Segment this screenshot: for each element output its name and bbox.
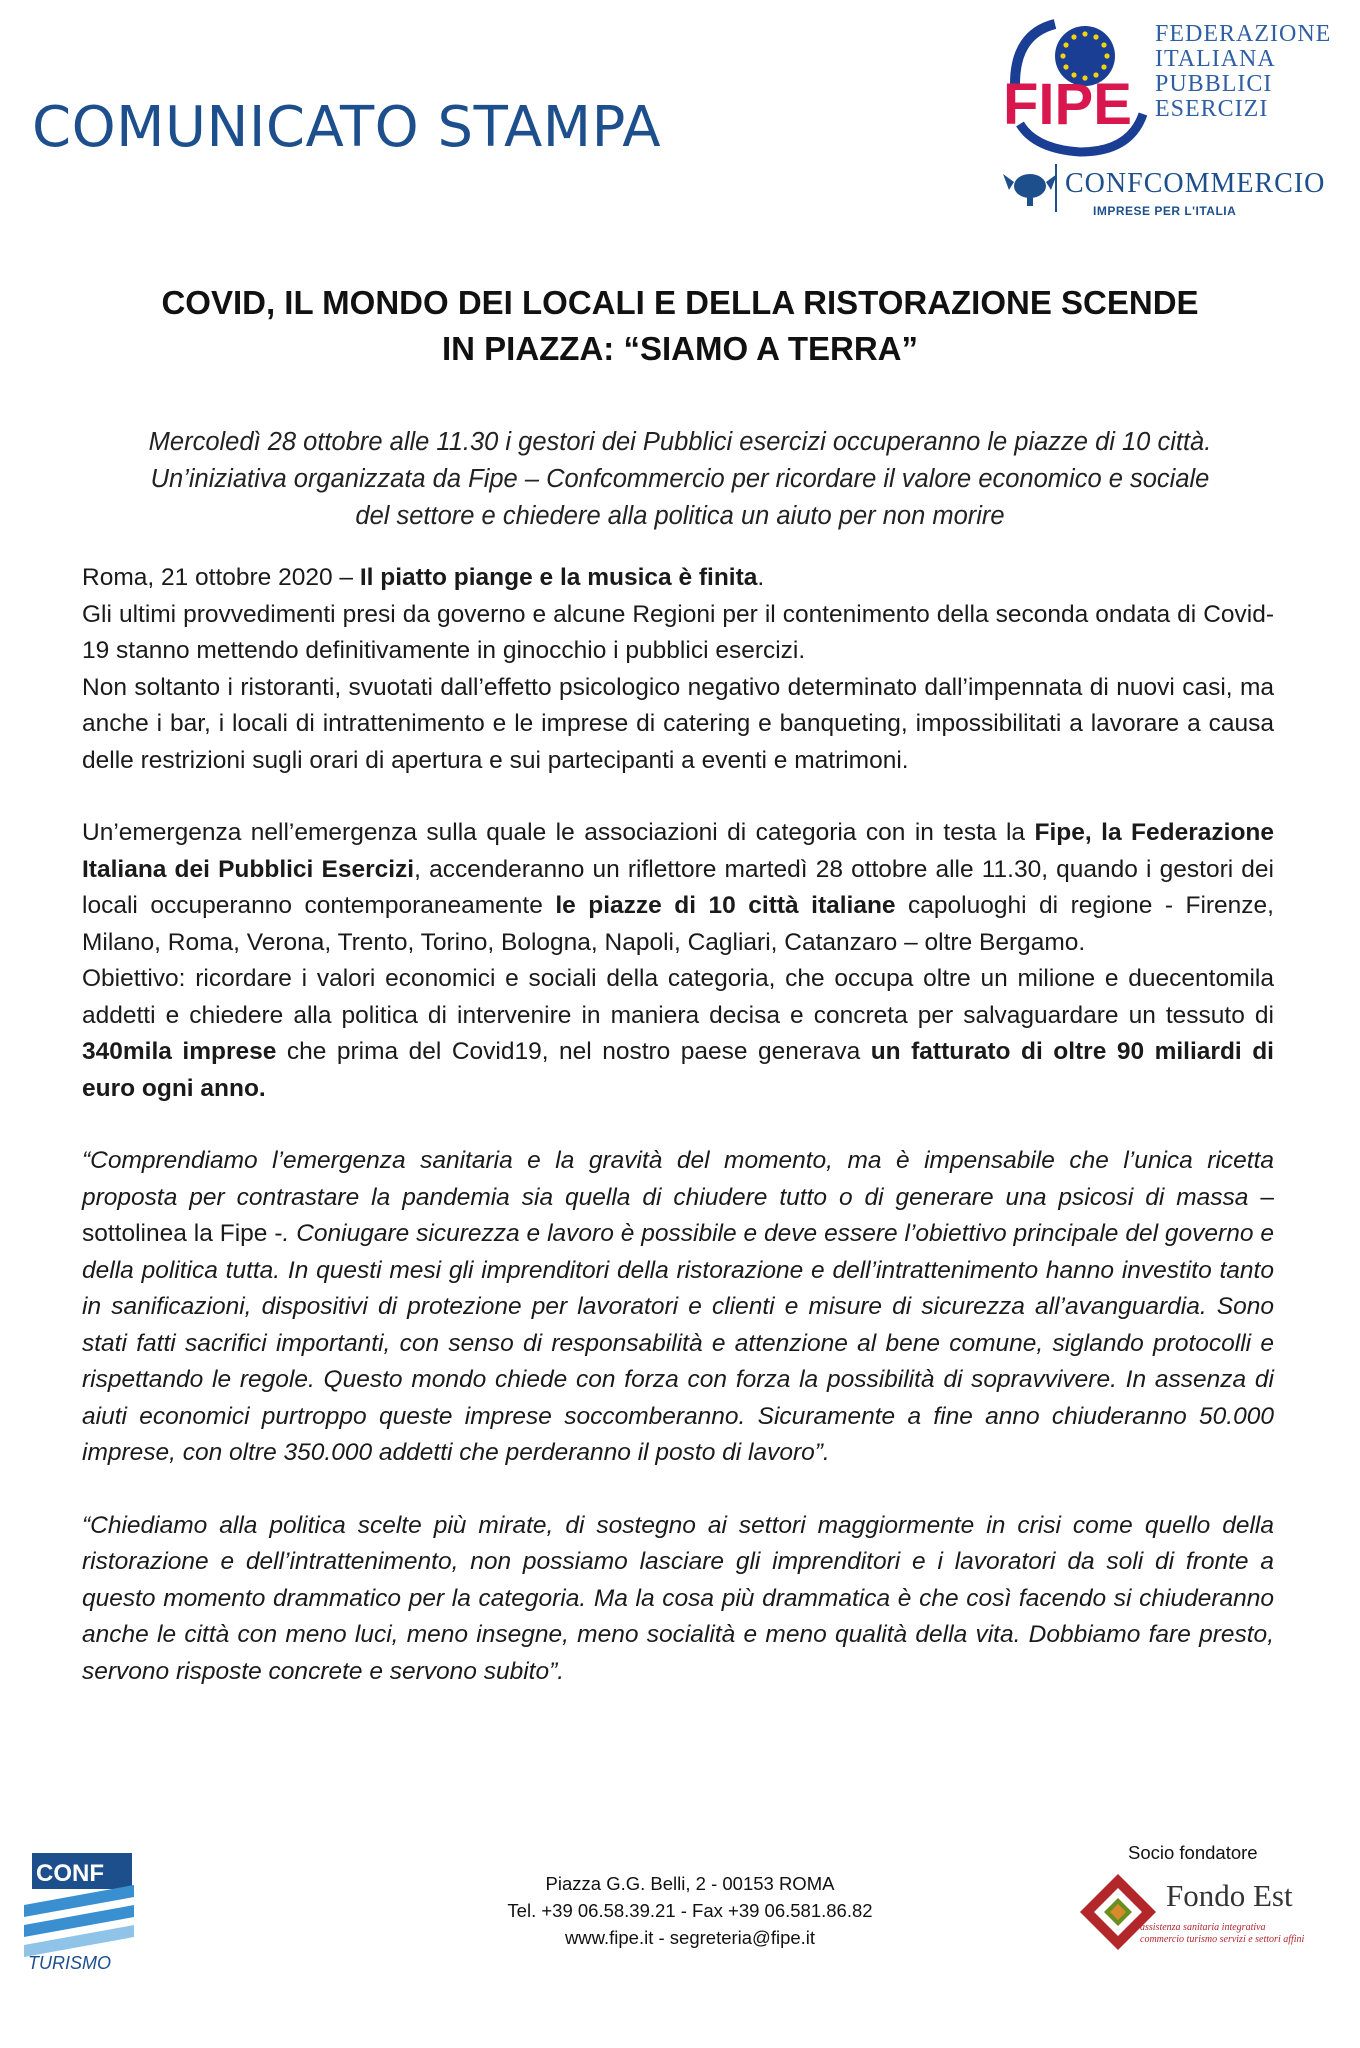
subtitle: Mercoledì 28 ottobre alle 11.30 i gestori dei Pubblici esercizi occuperanno le piazze di 10 città. Un’iniziativa organizzata da Fipe – Confcommercio per ricordare il valore economico e sociale del settore e chiedere alla politica un aiuto per non morire [148, 428, 1212, 530]
confturismo-icon [14, 1845, 144, 1975]
svg-text:TURISMO: TURISMO [28, 1953, 111, 1973]
headline [90, 280, 1270, 372]
fipe-confcommercio-logo [995, 14, 1345, 219]
headline-line-1: COVID, IL MONDO DEI LOCALI E DELLA RISTORAZIONE SCENDE [161, 284, 1199, 321]
document-title: COMUNICATO STAMPA [32, 95, 662, 160]
paragraph-intro: Roma, 21 ottobre 2020 – Il piatto piange e la musica è finita. Gli ultimi provvedimenti presi da governo e alcune Regioni per il contenimento della seconda ondata di Covid-19 stanno mettendo definitivamente in ginocchio i pubblici esercizi. Non soltanto i ristoranti, svuotati dall’effetto psicologico negativo determinato dall’impennata di nuovi casi, ma anche i bar, i locali di intrattenimento e le imprese di catering e banqueting, impossibilitati a lavorare a causa delle restrizioni sugli orari di apertura e sui partecipanti a eventi e matrimoni. [82, 564, 1274, 774]
article-body [82, 560, 1274, 1690]
confcommercio-tagline: IMPRESE PER L'ITALIA [1093, 204, 1237, 218]
confturismo-logo [14, 1845, 144, 1975]
contact-block [450, 1870, 930, 1951]
headline-line-2: IN PIAZZA: “SIAMO A TERRA” [441, 330, 919, 367]
address: Piazza G.G. Belli, 2 - 00153 ROMA [545, 1873, 835, 1894]
fondo-est-logo [1078, 1872, 1358, 1962]
paragraph-initiative: Un’emergenza nell’emergenza sulla quale le associazioni di categoria con in testa la Fipe, la Federazione Italiana dei Pubblici Esercizi, accenderanno un riflettore martedì 28 ottobre alle 11.30, quando i gestori dei locali occuperanno contemporaneamente le piazze di 10 città italiane capoluoghi di regione - Firenze, Milano, Roma, Verona, Trento, Torino, Bologna, Napoli, Cagliari, Catanzaro – oltre Bergamo. Obiettivo: ricordare i valori economici e sociali della categoria, che occupa oltre un milione e duecentomila addetti e chiedere alla politica di intervenire in maniera decisa e concreta per salvaguardare un tessuto di 340mila imprese che prima del Covid19, nel nostro paese generava un fatturato di oltre 90 miliardi di euro ogni anno. [82, 819, 1274, 1102]
svg-text:CONF: CONF [36, 1860, 104, 1887]
fondo-est-subtitle: assistenza sanitaria integrativa commercio turismo servizi e settori affini [1140, 1922, 1305, 1945]
web-email[interactable]: www.fipe.it - segreteria@fipe.it [564, 1927, 816, 1948]
fondo-est-name: Fondo Est [1166, 1878, 1293, 1913]
paragraph-quote-2: “Chiediamo alla politica scelte più mirate, di sostegno ai settori maggiormente in crisi come quello della ristorazione e dell’intrattenimento, non possiamo lasciare gli imprenditori e i lavoratori da soli di fronte a questo momento drammatico per la categoria. Ma la cosa più drammatica è che così facendo si chiuderanno anche le città con meno luci, meno insegne, meno socialità e meno qualità della vita. Dobbiamo fare presto, servono risposte concrete e servono subito”. [82, 1511, 1274, 1685]
fondo-est-diamond-icon [1078, 1872, 1168, 1962]
phone-fax: Tel. +39 06.58.39.21 - Fax +39 06.581.86.82 [507, 1900, 873, 1921]
fipe-full-name: FEDERAZIONE ITALIANA PUBBLICI ESERCIZI [1155, 21, 1332, 122]
svg-text:FIPE: FIPE [1003, 72, 1132, 137]
socio-label: Socio fondatore [1128, 1842, 1258, 1863]
paragraph-quote-1: “Comprendiamo l’emergenza sanitaria e la gravità del momento, ma è impensabile che l’unica ricetta proposta per contrastare la pandemia sia quella di chiudere tutto o di generare una psicosi di massa – sottolinea la Fipe -. Coniugare sicurezza e lavoro è possibile e deve essere l’obiettivo principale del governo e della politica tutta. In questi mesi gli imprenditori della ristorazione e dell’intrattenimento hanno investito tanto in sanificazioni, dispositivi di protezione per lavoratori e clienti e misure di sicurezza all’avanguardia. Sono stati fatti sacrifici importanti, con senso di responsabilità e attenzione al bene comune, siglando protocolli e rispettando le regole. Questo mondo chiede con forza con forza la possibilità di sopravvivere. In assenza di aiuti economici purtroppo queste imprese soccomberanno. Sicuramente a fine anno chiuderanno 50.000 imprese, con oltre 350.000 addetti che perderanno il posto di lavoro”. [82, 1147, 1274, 1466]
confcommercio-name: CONFCOMMERCIO [1065, 168, 1326, 199]
